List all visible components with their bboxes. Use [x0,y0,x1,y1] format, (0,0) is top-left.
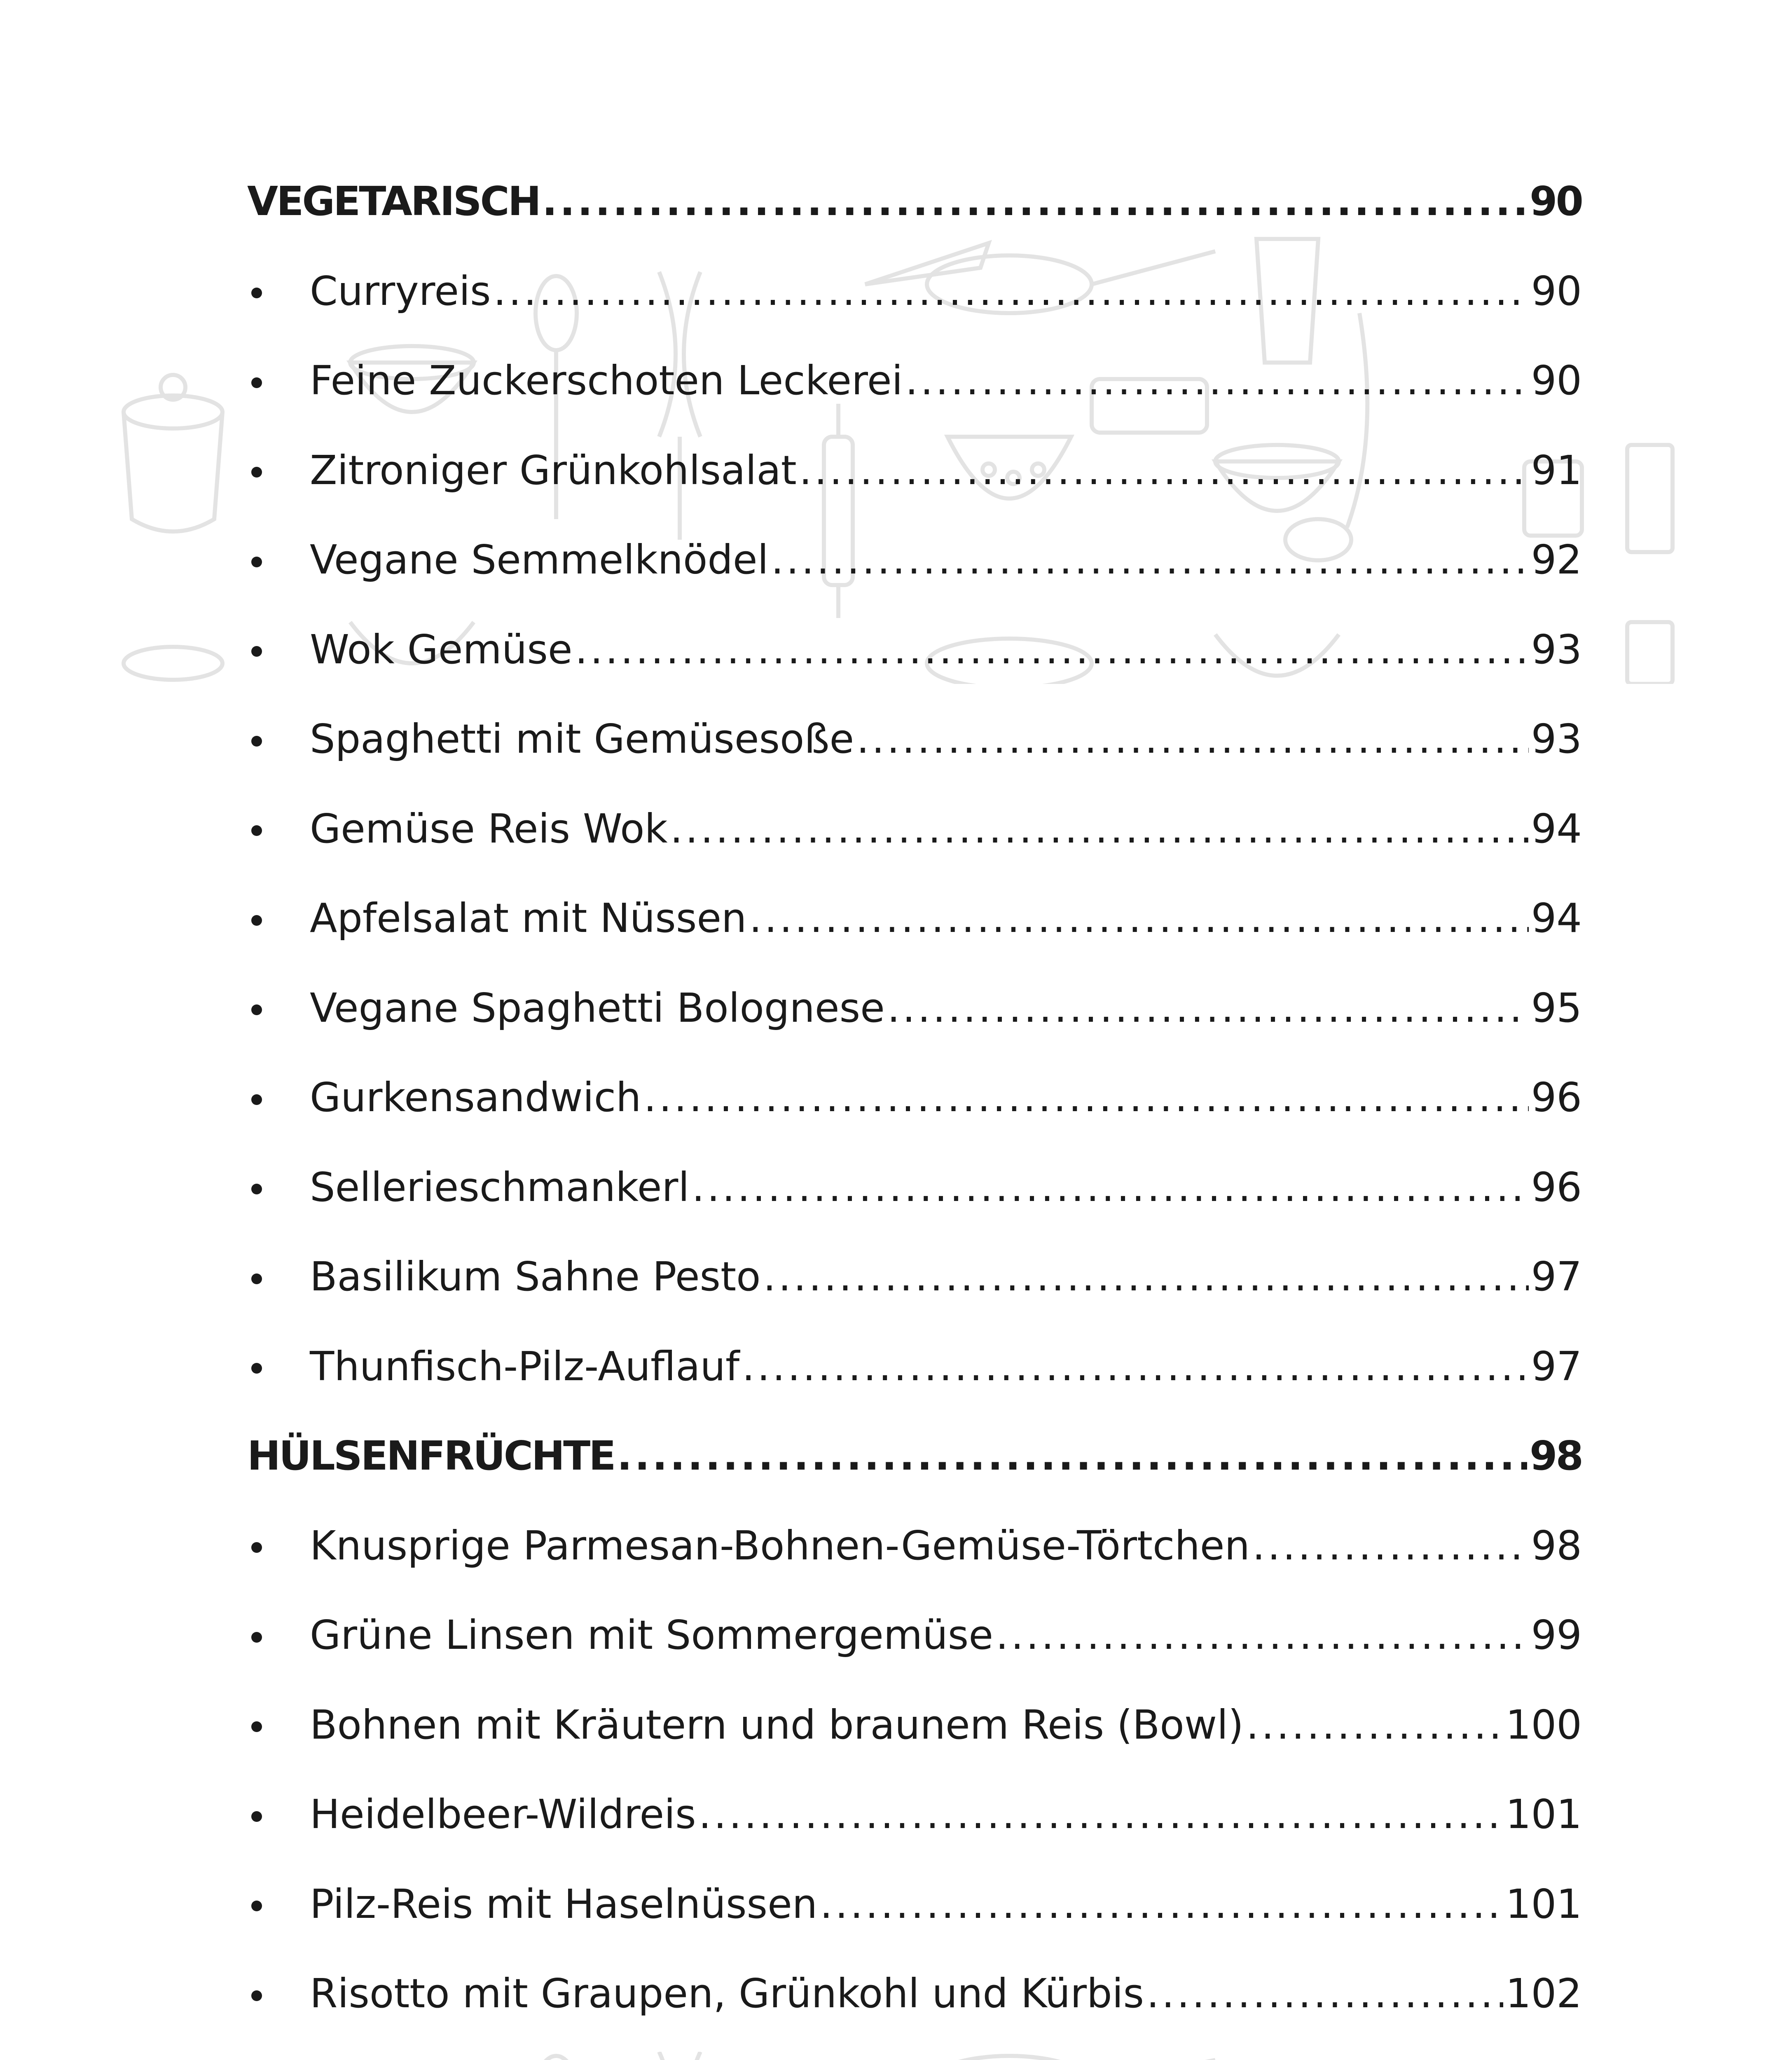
dot-leader [742,1346,1528,1386]
toc-entry[interactable] [247,1770,1582,1859]
bullet-dot-icon [251,1094,262,1105]
dot-leader [1252,1526,1529,1566]
page-number: 96 [1531,1074,1582,1121]
page-number: 96 [1531,1163,1582,1210]
entry-title: Heidelbeer-Wildreis [310,1791,696,1838]
section-title: VEGETARISCH [247,178,540,225]
entry-title: Gemüse Reis Wok [310,805,668,852]
toc-entry[interactable] [247,1859,1582,1949]
bullet-dot-icon [251,1632,262,1643]
toc-entry[interactable] [247,1053,1582,1142]
page-number: 102 [1505,1970,1582,2017]
toc-entry[interactable] [247,426,1582,515]
dot-leader [692,1167,1528,1207]
dot-leader [799,450,1529,490]
bullet-dot-icon [251,377,262,388]
toc-entry[interactable] [247,1949,1582,2039]
dot-leader [771,540,1529,580]
bullet-dot-icon [251,736,262,747]
page-number: 90 [1531,267,1582,314]
toc-section-heading[interactable] [247,1411,1582,1501]
page-number: 101 [1505,1791,1582,1838]
page-number: 92 [1531,536,1582,583]
dot-leader [820,1884,1503,1924]
toc-entry[interactable] [247,336,1582,426]
entry-title: Basilikum Sahne Pesto [310,1253,761,1300]
entry-title: Zitroniger Grünkohlsalat [310,447,797,494]
page-number: 98 [1531,1522,1582,1569]
section-title: HÜLSENFRÜCHTE [247,1433,615,1479]
entry-title: Vegane Spaghetti Bolognese [310,984,885,1031]
bullet-dot-icon [251,557,262,567]
page-number: 90 [1530,178,1582,225]
page-number: 90 [1531,357,1582,404]
dot-leader [1146,1973,1503,2013]
toc-entry[interactable] [247,784,1582,874]
dot-leader [644,1077,1529,1117]
toc-entry[interactable] [247,1322,1582,1412]
dot-leader [905,360,1528,400]
toc-section-heading[interactable] [247,157,1582,246]
page-number: 93 [1531,716,1582,763]
dot-leader [542,181,1527,221]
toc-entry[interactable] [247,1142,1582,1232]
bullet-dot-icon [251,1811,262,1822]
entry-title: Wok Gemüse [310,626,573,673]
toc-entry[interactable] [247,1680,1582,1770]
toc-entry[interactable] [247,963,1582,1053]
entry-title: Curryreis [310,267,491,314]
bullet-dot-icon [251,915,262,926]
dot-leader [887,988,1529,1028]
entry-title: Bohnen mit Kräutern und braunem Reis (Bowl) [310,1701,1244,1748]
entry-title: Apfelsalat mit Nüssen [310,895,747,942]
page-number: 94 [1531,805,1582,852]
toc-entry[interactable] [247,2039,1582,2060]
page-number: 93 [1531,626,1582,673]
dot-leader [670,809,1529,849]
dot-leader [763,1257,1528,1297]
entry-title: Feine Zuckerschoten Leckerei [310,357,903,404]
toc-entry[interactable] [247,1501,1582,1591]
toc-entry[interactable] [247,694,1582,784]
page-number: 99 [1531,1612,1582,1659]
toc-entry[interactable] [247,246,1582,336]
dot-leader [617,1436,1527,1476]
dot-leader [1246,1705,1503,1745]
dot-leader [749,898,1529,938]
bullet-dot-icon [251,1273,262,1284]
dot-leader [575,630,1529,670]
page-number: 101 [1505,1880,1582,1927]
entry-title: Knusprige Parmesan-Bohnen-Gemüse-Törtchen [310,1522,1250,1569]
table-of-contents [247,157,1582,2060]
toc-entry[interactable] [247,515,1582,605]
page-number: 94 [1531,895,1582,942]
page-number: 98 [1530,1433,1582,1479]
toc-entry[interactable] [247,1232,1582,1322]
toc-entry[interactable] [247,605,1582,695]
page-number: 91 [1531,447,1582,494]
page-number: 95 [1531,984,1582,1031]
page-number: 97 [1531,1253,1582,1300]
dot-leader [996,1615,1529,1655]
entry-title: Vegane Semmelknödel [310,536,769,583]
page-number: 97 [1531,1343,1582,1390]
toc-entry[interactable] [247,873,1582,963]
dot-leader [699,1794,1503,1834]
entry-title: Pilz-Reis mit Haselnüssen [310,1880,818,1927]
entry-title: Risotto mit Graupen, Grünkohl und Kürbis [310,1970,1144,2017]
toc-entry[interactable] [247,1590,1582,1680]
entry-title: Grüne Linsen mit Sommergemüse [310,1612,993,1659]
entry-title: Thunfisch-Pilz-Auflauf [310,1343,740,1390]
dot-leader [856,719,1528,759]
bullet-dot-icon [251,1990,262,2001]
entry-title: Gurkensandwich [310,1074,641,1121]
dot-leader [494,271,1529,311]
entry-title: Sellerieschmankerl [310,1163,690,1210]
entry-title: Spaghetti mit Gemüsesoße [310,716,854,763]
page-number: 100 [1505,1701,1582,1748]
